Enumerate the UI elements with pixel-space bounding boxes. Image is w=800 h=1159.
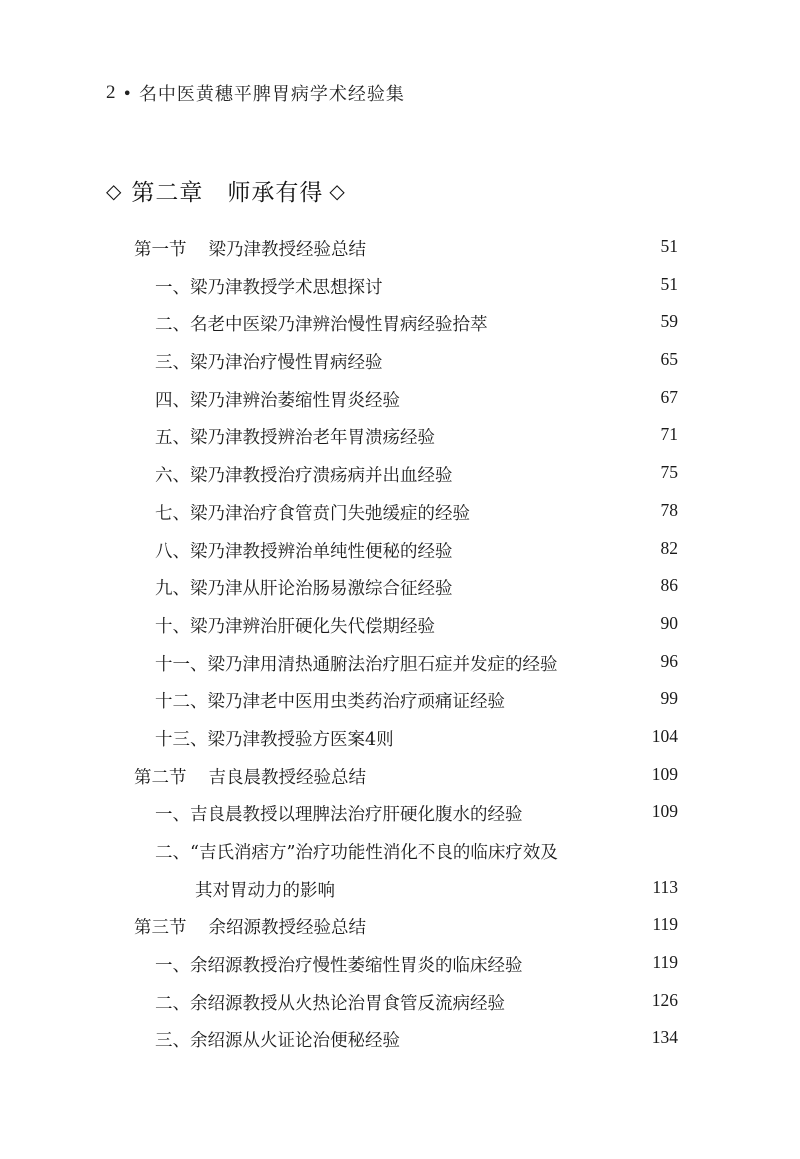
toc-entry-row: [0, 416, 800, 454]
toc-entry-row: [0, 944, 800, 982]
toc-section-title: [134, 236, 366, 261]
toc-section-title: [134, 914, 366, 939]
toc-entry-row: [0, 266, 800, 304]
toc-entry-row: [0, 718, 800, 756]
toc-section-row: [0, 756, 800, 794]
toc-page-number: 82: [660, 537, 678, 558]
toc-entry-title: 七、梁乃津治疗食管贲门失弛缓症的经验: [155, 503, 470, 524]
toc-entry-row: [0, 869, 800, 907]
toc-entry-title: 十二、梁乃津老中医用虫类药治疗顽痛证经验: [155, 692, 505, 713]
toc-section-number: 第三节: [134, 918, 187, 939]
toc-page-number: 90: [660, 612, 678, 633]
toc-entry-title: 八、梁乃津教授辨治单纯性便秘的经验: [155, 541, 453, 562]
toc-entry-title: 十一、梁乃津用清热通腑法治疗胆石症并发症的经验: [155, 654, 558, 675]
toc-entry-title: 一、余绍源教授治疗慢性萎缩性胃炎的临床经验: [155, 956, 523, 977]
toc-page-number: 65: [660, 349, 678, 370]
toc-entry-row: [0, 605, 800, 643]
toc-entry-title: 三、余绍源从火证论治便秘经验: [155, 1031, 400, 1052]
toc-section-number: 第二节: [134, 767, 187, 788]
toc-section-number: 第一节: [134, 240, 187, 260]
toc-section-name: 梁乃津教授经验总结: [208, 240, 366, 260]
toc-entry-title: 二、名老中医梁乃津辨治慢性胃病经验拾萃: [155, 315, 488, 336]
toc-section-row: [0, 906, 800, 944]
toc-page-number: 99: [660, 688, 678, 709]
chapter-heading: [106, 174, 345, 207]
page-number: 2: [106, 82, 117, 103]
toc-entry-title: 九、梁乃津从肝论治肠易激综合征经验: [155, 579, 453, 600]
toc-entry-row: [0, 567, 800, 605]
toc-entry-row: [0, 454, 800, 492]
toc-page-number: 109: [651, 763, 678, 784]
toc-page-number: 67: [660, 386, 678, 407]
toc-entry-title: 三、梁乃津治疗慢性胃病经验: [155, 353, 383, 374]
diamond-icon: ◇: [106, 178, 122, 203]
diamond-icon: ◇: [329, 178, 345, 203]
toc-page-number: 71: [660, 424, 678, 445]
toc-entry-title: 二、余绍源教授从火热论治胃食管反流病经验: [155, 993, 505, 1014]
toc-entry-title: 六、梁乃津教授治疗溃疡病并出血经验: [155, 466, 453, 487]
running-head: [106, 80, 405, 106]
toc-section-title: [134, 764, 366, 789]
table-of-contents: [0, 228, 800, 1057]
toc-entry-row: [0, 831, 800, 869]
toc-entry-title: 四、梁乃津辨治萎缩性胃炎经验: [155, 390, 400, 411]
toc-page-number: 51: [660, 236, 678, 256]
toc-page-number: 119: [652, 952, 678, 973]
toc-page-number: 119: [652, 914, 678, 935]
toc-entry-title: 一、吉良晨教授以理脾法治疗肝硬化腹水的经验: [155, 805, 523, 826]
toc-page-number: 134: [651, 1027, 678, 1048]
toc-entry-title: 二、“吉氏消痞方”治疗功能性消化不良的临床疗效及: [155, 843, 558, 863]
toc-page-number: 126: [651, 989, 678, 1010]
toc-entry-row: [0, 643, 800, 681]
toc-entry-title: 十、梁乃津辨治肝硬化失代偿期经验: [155, 616, 435, 637]
toc-page-number: 75: [660, 462, 678, 483]
toc-page-number: 113: [652, 876, 678, 897]
toc-page-number: 78: [660, 499, 678, 520]
toc-entry-row: [0, 379, 800, 417]
toc-section-name: 余绍源教授经验总结: [208, 918, 366, 939]
toc-entry-row: [0, 982, 800, 1020]
toc-entry-row: [0, 793, 800, 831]
toc-page-number: 109: [651, 801, 678, 822]
toc-page-number: 104: [651, 725, 678, 746]
toc-page-number: 59: [660, 311, 678, 332]
toc-entry-title: 五、梁乃津教授辨治老年胃溃疡经验: [155, 428, 435, 449]
toc-entry-row: [0, 341, 800, 379]
toc-page-number: 96: [660, 650, 678, 671]
chapter-title: 第二章 师承有得: [131, 180, 324, 206]
toc-entry-row: [0, 530, 800, 568]
toc-page-number: 86: [660, 575, 678, 596]
toc-entry-row: [0, 1019, 800, 1057]
toc-entry-row: [0, 492, 800, 530]
toc-page-number: 51: [660, 273, 678, 294]
toc-section-row: [0, 228, 800, 266]
separator-dot: •: [122, 83, 133, 103]
book-title: 名中医黄穗平脾胃病学术经验集: [138, 84, 405, 105]
toc-entry-row: [0, 680, 800, 718]
toc-entry-title: 十三、梁乃津教授验方医案4则: [155, 729, 394, 750]
toc-entry-title: 一、梁乃津教授学术思想探讨: [155, 277, 383, 298]
toc-entry-title: 其对胃动力的影响: [195, 880, 335, 901]
toc-entry-row: [0, 303, 800, 341]
toc-section-name: 吉良晨教授经验总结: [208, 767, 366, 788]
